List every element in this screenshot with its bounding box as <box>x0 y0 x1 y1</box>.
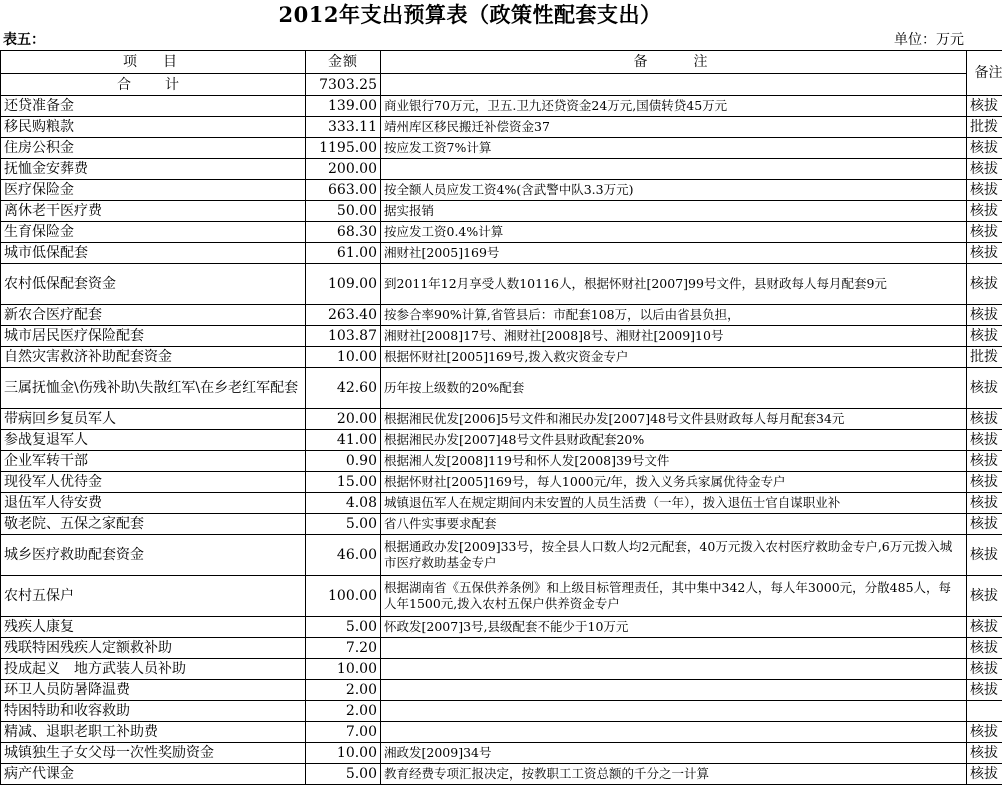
row-approval: 核拔 <box>967 722 1002 743</box>
row-amount: 7.00 <box>306 722 381 743</box>
table-row <box>1 96 1002 117</box>
row-note: 根据通政办发[2009]33号，按全县人口数人均2元配套，40万元拨入农村医疗救助金专户,6万元拨入城市医疗救助基金专户 <box>381 535 967 576</box>
row-item: 企业军转干部 <box>1 451 306 472</box>
row-amount: 2.00 <box>306 680 381 701</box>
row-amount: 68.30 <box>306 222 381 243</box>
row-amount: 15.00 <box>306 472 381 493</box>
row-item: 敬老院、五保之家配套 <box>1 514 306 535</box>
row-note: 湘财社[2005]169号 <box>381 243 967 264</box>
row-item: 自然灾害救济补助配套资金 <box>1 347 306 368</box>
row-approval: 核拔 <box>967 764 1002 785</box>
row-note: 教育经费专项汇报决定，按教职工工资总额的千分之一计算 <box>381 764 967 785</box>
table-row <box>1 576 1002 617</box>
row-note: 怀政发[2007]3号,县级配套不能少于10万元 <box>381 617 967 638</box>
row-item: 残疾人康复 <box>1 617 306 638</box>
row-amount: 103.87 <box>306 326 381 347</box>
row-approval: 核拔 <box>967 243 1002 264</box>
table-row <box>1 326 1002 347</box>
row-item: 参战复退军人 <box>1 430 306 451</box>
row-amount: 5.00 <box>306 617 381 638</box>
row-note: 按全额人员应发工资4%(含武警中队3.3万元) <box>381 180 967 201</box>
row-amount: 263.40 <box>306 305 381 326</box>
row-note: 城镇退伍军人在规定期间内未安置的人员生活费（一年），拨入退伍士官自谋职业补 <box>381 493 967 514</box>
row-note: 据实报销 <box>381 201 967 222</box>
row-item: 残联特困残疾人定额救补助 <box>1 638 306 659</box>
row-note: 靖州库区移民搬迁补偿资金37 <box>381 117 967 138</box>
row-item: 城镇独生子女父母一次性奖励资金 <box>1 743 306 764</box>
row-item: 住房公积金 <box>1 138 306 159</box>
row-note: 根据湘民优发[2006]5号文件和湘民办发[2007]48号文件县财政每人每月配套34元 <box>381 409 967 430</box>
table-row <box>1 638 1002 659</box>
row-amount: 333.11 <box>306 117 381 138</box>
row-approval: 核拔 <box>967 430 1002 451</box>
row-approval: 核拔 <box>967 680 1002 701</box>
row-approval: 核拔 <box>967 659 1002 680</box>
row-amount: 4.08 <box>306 493 381 514</box>
row-note: 根据湖南省《五保供养条例》和上级目标管理责任，其中集中342人，每人年3000元，分散485人，每人年1500元,拨入农村五保户供养资金专户 <box>381 576 967 617</box>
row-item: 农村低保配套资金 <box>1 264 306 305</box>
row-amount: 139.00 <box>306 96 381 117</box>
row-item: 还贷准备金 <box>1 96 306 117</box>
row-amount: 10.00 <box>306 659 381 680</box>
row-approval <box>967 701 1002 722</box>
row-approval: 核拔 <box>967 617 1002 638</box>
table-row <box>1 722 1002 743</box>
total-note <box>381 74 967 96</box>
row-approval: 核拔 <box>967 159 1002 180</box>
row-item: 抚恤金安葬费 <box>1 159 306 180</box>
row-amount: 109.00 <box>306 264 381 305</box>
row-approval: 核拔 <box>967 743 1002 764</box>
table-row <box>1 743 1002 764</box>
row-approval: 核拔 <box>967 180 1002 201</box>
table-row <box>1 701 1002 722</box>
row-amount: 50.00 <box>306 201 381 222</box>
row-note: 按应发工资0.4%计算 <box>381 222 967 243</box>
row-item: 投成起义 地方武装人员补助 <box>1 659 306 680</box>
page-title: 2012年支出预算表（政策性配套支出） <box>0 0 940 30</box>
row-item: 三属抚恤金\伤残补助\失散红军\在乡老红军配套 <box>1 368 306 409</box>
row-item: 离休老干医疗费 <box>1 201 306 222</box>
table-row <box>1 430 1002 451</box>
row-note: 到2011年12月享受人数10116人，根据怀财社[2007]99号文件，县财政每人每月配套9元 <box>381 264 967 305</box>
row-note <box>381 680 967 701</box>
row-approval: 核拔 <box>967 222 1002 243</box>
row-approval: 核拔 <box>967 409 1002 430</box>
row-approval: 核拔 <box>967 638 1002 659</box>
row-amount: 5.00 <box>306 514 381 535</box>
row-approval: 核拔 <box>967 326 1002 347</box>
row-amount: 20.00 <box>306 409 381 430</box>
row-amount: 200.00 <box>306 159 381 180</box>
row-item: 城市低保配套 <box>1 243 306 264</box>
table-row <box>1 368 1002 409</box>
row-amount: 42.60 <box>306 368 381 409</box>
row-approval: 核拔 <box>967 305 1002 326</box>
row-amount: 100.00 <box>306 576 381 617</box>
row-item: 移民购粮款 <box>1 117 306 138</box>
row-note <box>381 659 967 680</box>
row-item: 现役军人优待金 <box>1 472 306 493</box>
row-amount: 61.00 <box>306 243 381 264</box>
row-amount: 1195.00 <box>306 138 381 159</box>
table-row <box>1 201 1002 222</box>
table-number: 表五： <box>3 30 45 50</box>
budget-table <box>0 50 1002 785</box>
table-row <box>1 138 1002 159</box>
row-note: 商业银行70万元，卫五.卫九还贷资金24万元,国债转贷45万元 <box>381 96 967 117</box>
row-item: 城乡医疗救助配套资金 <box>1 535 306 576</box>
row-note: 历年按上级数的20%配套 <box>381 368 967 409</box>
row-approval: 核拔 <box>967 96 1002 117</box>
row-amount: 0.90 <box>306 451 381 472</box>
row-amount: 663.00 <box>306 180 381 201</box>
table-row <box>1 472 1002 493</box>
row-note <box>381 701 967 722</box>
row-note: 按应发工资7%计算 <box>381 138 967 159</box>
row-approval: 核拔 <box>967 514 1002 535</box>
total-amount: 7303.25 <box>306 74 381 96</box>
row-item: 医疗保险金 <box>1 180 306 201</box>
row-item: 带病回乡复员军人 <box>1 409 306 430</box>
row-note: 根据湘人发[2008]119号和怀人发[2008]39号文件 <box>381 451 967 472</box>
row-note: 根据怀财社[2005]169号，每人1000元/年，拨入义务兵家属优待金专户 <box>381 472 967 493</box>
table-row <box>1 264 1002 305</box>
row-item: 精减、退职老职工补助费 <box>1 722 306 743</box>
table-row <box>1 159 1002 180</box>
row-note: 湘财社[2008]17号、湘财社[2008]8号、湘财社[2009]10号 <box>381 326 967 347</box>
table-row <box>1 680 1002 701</box>
row-approval: 核拔 <box>967 368 1002 409</box>
row-approval: 核拔 <box>967 201 1002 222</box>
table-row <box>1 347 1002 368</box>
row-item: 环卫人员防暑降温费 <box>1 680 306 701</box>
table-row <box>1 493 1002 514</box>
row-note <box>381 722 967 743</box>
row-amount: 7.20 <box>306 638 381 659</box>
table-row <box>1 659 1002 680</box>
row-note: 根据湘民办发[2007]48号文件县财政配套20% <box>381 430 967 451</box>
row-item: 病产代课金 <box>1 764 306 785</box>
row-approval: 核拔 <box>967 451 1002 472</box>
row-amount: 46.00 <box>306 535 381 576</box>
total-label: 合 计 <box>1 74 306 96</box>
row-amount: 10.00 <box>306 347 381 368</box>
table-row <box>1 409 1002 430</box>
row-approval: 批拨 <box>967 347 1002 368</box>
row-approval: 核拔 <box>967 493 1002 514</box>
row-note: 省八件实事要求配套 <box>381 514 967 535</box>
table-body <box>1 96 1002 785</box>
sub-header <box>0 30 1002 50</box>
table-row <box>1 180 1002 201</box>
row-item: 退伍军人待安费 <box>1 493 306 514</box>
row-item: 特困特助和收容救助 <box>1 701 306 722</box>
row-item: 生育保险金 <box>1 222 306 243</box>
table-row <box>1 243 1002 264</box>
row-item: 城市居民医疗保险配套 <box>1 326 306 347</box>
table-row <box>1 617 1002 638</box>
row-amount: 5.00 <box>306 764 381 785</box>
header-item: 项 目 <box>1 51 306 74</box>
row-approval: 核拔 <box>967 138 1002 159</box>
table-row <box>1 535 1002 576</box>
header-amount: 金额 <box>306 51 381 74</box>
row-note: 按参合率90%计算,省管县后：市配套108万，以后由省县负担， <box>381 305 967 326</box>
row-note: 根据怀财社[2005]169号,拨入救灾资金专户 <box>381 347 967 368</box>
row-note <box>381 638 967 659</box>
row-amount: 2.00 <box>306 701 381 722</box>
row-approval: 核拔 <box>967 472 1002 493</box>
table-row <box>1 117 1002 138</box>
row-item: 农村五保户 <box>1 576 306 617</box>
table-row <box>1 305 1002 326</box>
row-approval: 核拔 <box>967 264 1002 305</box>
row-note <box>381 159 967 180</box>
header-approval: 备注 <box>967 51 1002 96</box>
row-item: 新农合医疗配套 <box>1 305 306 326</box>
row-approval: 核拔 <box>967 576 1002 617</box>
row-note: 湘政发[2009]34号 <box>381 743 967 764</box>
row-approval: 核拔 <box>967 535 1002 576</box>
table-row <box>1 222 1002 243</box>
row-approval: 批拨 <box>967 117 1002 138</box>
table-row <box>1 451 1002 472</box>
unit-label: 单位：万元 <box>894 30 964 50</box>
row-amount: 10.00 <box>306 743 381 764</box>
row-amount: 41.00 <box>306 430 381 451</box>
table-row <box>1 764 1002 785</box>
table-row <box>1 514 1002 535</box>
header-note: 备 注 <box>381 51 967 74</box>
